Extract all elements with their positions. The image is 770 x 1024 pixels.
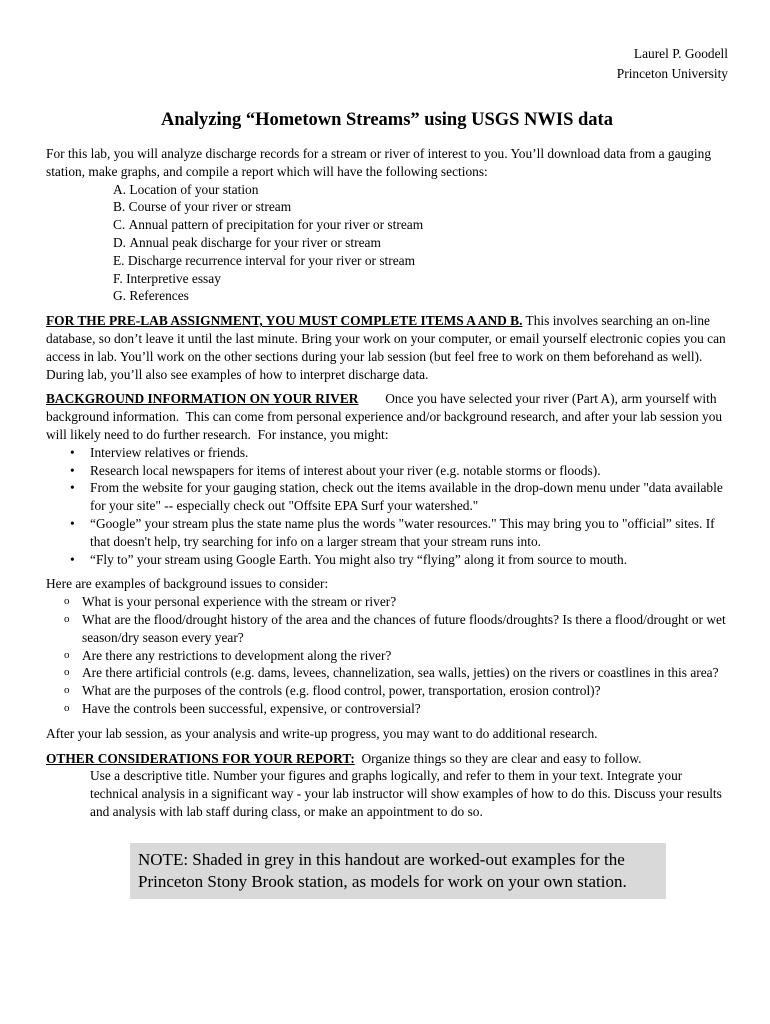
list-item: E. Discharge recurrence interval for your river or stream [113,252,416,268]
list-item: o What is your personal experience with the stream or river? [82,593,728,611]
list-item: • Research local newspapers for items of interest about your river (e.g. notable storms or floods). [90,462,728,480]
prelab-heading: FOR THE PRE-LAB ASSIGNMENT, YOU MUST COMPLETE ITEMS A AND B. [46,313,523,329]
prelab-text: This involves searching an on-line database, so don’t leave it until the last minute. Bring your work on your computer, or email yourself electronic copies you can access in lab. You’ll work on the other sections during your lab session (but feel free to work on them beforehand as well). During lab, you’ll also see examples of how to interpret discharge data. [46,313,726,382]
list-item: D. Annual peak discharge for your river or stream [113,234,381,250]
document-title: Analyzing “Hometown Streams” using USGS NWIS data [161,110,613,130]
author-name: Laurel P. Goodell [633,46,728,61]
shaded-note-box: NOTE: Shaded in grey in this handout are worked-out examples for the Princeton Stony Brook station, as models for work on your own station. [130,843,666,899]
background-heading: BACKGROUND INFORMATION ON YOUR RIVER [46,391,359,407]
other-considerations-line [46,750,728,768]
background-text: Once you have selected your river (Part A), arm yourself with background information. This can come from personal experience and/or background research, and after your lab session you will likely need to do further research. For instance, you might: [46,391,726,442]
list-item: • “Fly to” your stream using Google Earth. You might also try “flying” along it from source to mouth. [90,551,728,569]
background-bullet-list [46,444,728,569]
list-item: o What are the purposes of the controls (e.g. flood control, power, transportation, erosion control)? [82,682,728,700]
author-block [46,44,728,84]
list-item: • “Google” your stream plus the state name plus the words "water resources." This may bring you to "official” sites. If that doesn't help, try searching for info on a larger stream that your stream runs into. [90,515,728,551]
after-session-paragraph: After your lab session, as your analysis and write-up progress, you may want to do additional research. [46,725,598,741]
other-considerations-first: Organize things so they are clear and easy to follow. [354,750,642,766]
prelab-paragraph [46,312,728,383]
list-item: o Have the controls been successful, expensive, or controversial? [82,700,728,718]
list-item: G. References [113,288,189,304]
list-item: • From the website for your gauging station, check out the items available in the drop-down menu under "data available for your site" -- especially check out "Offsite EPA Surf your watershed." [90,479,728,515]
list-item: A. Location of your station [113,181,259,197]
other-considerations-heading: OTHER CONSIDERATIONS FOR YOUR REPORT: [46,750,355,766]
intro-paragraph: For this lab, you will analyze discharge records for a stream or river of interest to you. You’ll download data from a gauging station, make graphs, and compile a report which will have the following sections: [46,146,712,179]
other-considerations-text: Use a descriptive title. Number your figures and graphs logically, and refer to them in your text. Integrate your technical analysis in a significant way - your lab instructor will show examples of how to do this. Discuss your results and analysis with lab staff during class, or make an appointment to do so. [90,768,722,819]
list-item: • Interview relatives or friends. [90,444,728,462]
list-item: B. Course of your river or stream [113,199,292,215]
issues-list [46,593,728,718]
list-item: o Are there artificial controls (e.g. dams, levees, channelization, sea walls, jetties) on the rivers or coastlines in this area? [82,664,728,682]
background-paragraph [46,390,728,443]
report-sections-list [46,181,728,306]
author-affiliation: Princeton University [616,66,728,81]
list-item: C. Annual pattern of precipitation for your river or stream [113,217,424,233]
list-item: o What are the flood/drought history of the area and the chances of future floods/droughts? Is there a flood/drought or wet season/dry season every year? [82,611,728,647]
list-item: F. Interpretive essay [113,270,221,286]
issues-intro: Here are examples of background issues to consider: [46,576,329,592]
document-page [46,44,728,899]
list-item: o Are there any restrictions to development along the river? [82,647,728,665]
